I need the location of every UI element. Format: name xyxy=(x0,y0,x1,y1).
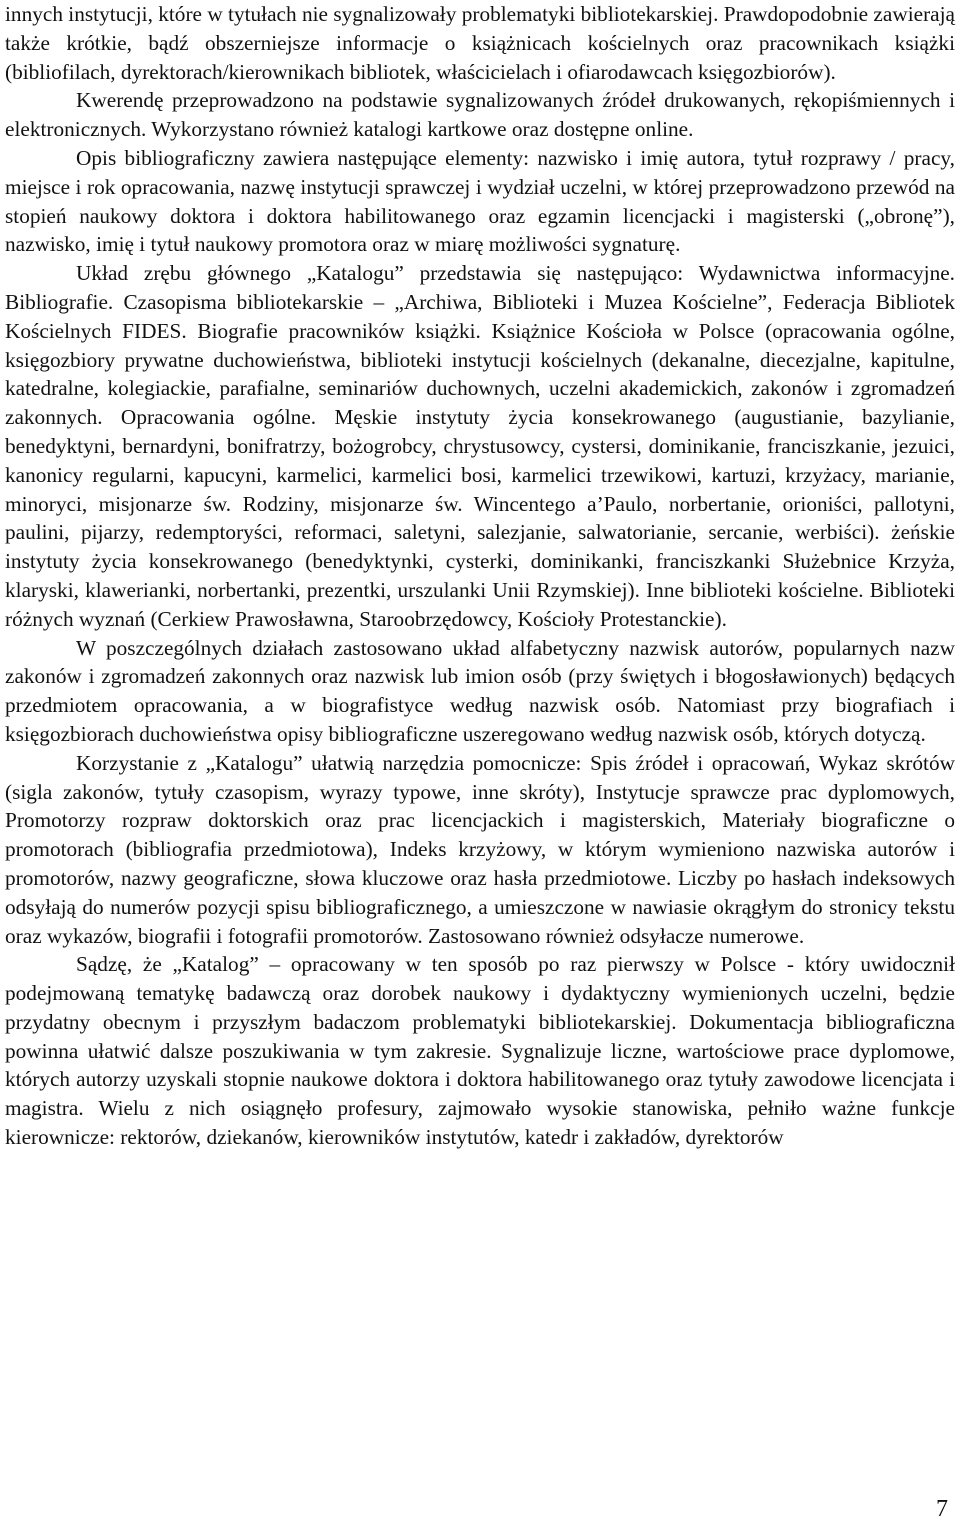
document-page xyxy=(5,0,955,1152)
page-number: 7 xyxy=(936,1496,948,1522)
paragraph-tools: Korzystanie z „Katalogu” ułatwią narzędzia pomocnicze: Spis źródeł i opracowań, Wykaz skrótów (sigla zakonów, tytuły czasopism, wyrazy typowe, inne skróty), Instytucje sprawcze prac dyplomowych, Promotorzy rozpraw doktorskich oraz prac licencjackich i magisterskich, Materiały biograficzne o promotorach (bibliografia przedmiotowa), Indeks krzyżowy, w którym wymieniono nazwiska autorów i promotorów, nazwy geograficzne, słowa kluczowe oraz hasła przedmiotowe. Liczby po hasłach indeksowych odsyłają do numerów pozycji spisu bibliograficznego, a umieszczone w nawiasie okrągłym do stronicy tekstu oraz wykazów, biografii i fotografii promotorów. Zastosowano również odsyłacze numerowe. xyxy=(5,750,955,948)
paragraph-structure: Układ zrębu głównego „Katalogu” przedstawia się następująco: Wydawnictwa informacyjne. Bibliografie. Czasopisma bibliotekarskie – „Archiwa, Biblioteki i Muzea Kościelne”, Federacja Bibliotek Kościelnych FIDES. Biografie pracowników książki. Książnice Kościoła w Polsce (opracowania ogólne, księgozbiory prywatne duchowieństwa, biblioteki instytucji kościelnych (dekanalne, diecezjalne, kapitulne, katedralne, kolegiackie, parafialne, seminariów duchownych, uczelni akademickich, zakonów i zgromadzeń zakonnych. Opracowania ogólne. Męskie instytuty życia konsekrowanego (augustianie, bazylianie, benedyktyni, bernardyni, bonifratrzy, bożogrobcy, chrystusowcy, cystersi, dominikanie, franciszkanie, jezuici, kanonicy regularni, kapucyni, karmelici, karmelici bosi, karmelici trzewikowi, kartuzi, krzyżacy, marianie, minoryci, misjonarze św. Rodziny, misjonarze św. Wincentego a’Paulo, norbertanie, orioniści, pallotyni, paulini, pijarzy, redemptoryści, reformaci, saletyni, salezjanie, salwatorianie, sercanie, werbiści). żeńskie instytuty życia konsekrowanego (benedyktynki, cysterki, dominikanki, franciszkanki Służebnice Krzyża, klaryski, klawerianki, norbertanki, prezentki, urszulanki Unii Rzymskiej). Inne biblioteki kościelne. Biblioteki różnych wyznań (Cerkiew Prawosławna, Staroobrzędowcy, Kościoły Protestanckie). xyxy=(5,261,955,631)
paragraph-continuation: innych instytucji, które w tytułach nie sygnalizowały problematyki bibliotekarskiej. Prawdopodobnie zawierają także krótkie, bądź obszerniejsze informacje o książnicach kościelnych oraz pracownikach książki (bibliofilach, dyrektorach/kierownikach bibliotek, właścicielach i ofiarodawcach księgozbiorów). xyxy=(5,2,955,84)
paragraph-conclusion: Sądzę, że „Katalog” – opracowany w ten sposób po raz pierwszy w Polsce - który uwidocznił podejmowaną tematykę badawczą oraz dorobek naukowy i dydaktyczny wymienionych uczelni, będzie przydatny obecnym i przyszłym badaczom problematyki bibliotekarskiej. Dokumentacja bibliograficzna powinna ułatwić dalsze poszukiwania w tym zakresie. Sygnalizuje liczne, wartościowe prace dyplomowe, których autorzy uzyskali stopnie naukowe doktora i doktora habilitowanego oraz tytuły zawodowe licencjata i magistra. Wielu z nich osiągnęło profesury, zajmowało wysokie stanowiska, pełniło ważne funkcje kierownicze: rektorów, dziekanów, kierowników instytutów, katedr i zakładów, dyrektorów xyxy=(5,952,955,1150)
paragraph-query: Kwerendę przeprowadzono na podstawie sygnalizowanych źródeł drukowanych, rękopiśmiennych i elektronicznych. Wykorzystano również katalogi kartkowe oraz dostępne online. xyxy=(5,88,955,142)
paragraph-description: Opis bibliograficzny zawiera następujące elementy: nazwisko i imię autora, tytuł rozprawy / pracy, miejsce i rok opracowania, nazwę instytucji sprawczej i wydział uczelni, w której przeprowadzono przewód na stopień naukowy doktora i doktora habilitowanego oraz egzamin licencjacki i magisterski („obronę”), nazwisko, imię i tytuł naukowy promotora oraz w miarę możliwości sygnaturę. xyxy=(5,145,955,257)
paragraph-ordering: W poszczególnych działach zastosowano układ alfabetyczny nazwisk autorów, popularnych nazw zakonów i zgromadzeń zakonnych oraz nazwisk lub imion osób (przy świętych i błogosławionych) będących przedmiotem opracowania, a w biografistyce według nazwisk osób. Natomiast przy biografiach i księgozbiorach duchowieństwa opisy bibliograficzne uszeregowano według nazwisk osób, których dotyczą. xyxy=(5,635,955,746)
